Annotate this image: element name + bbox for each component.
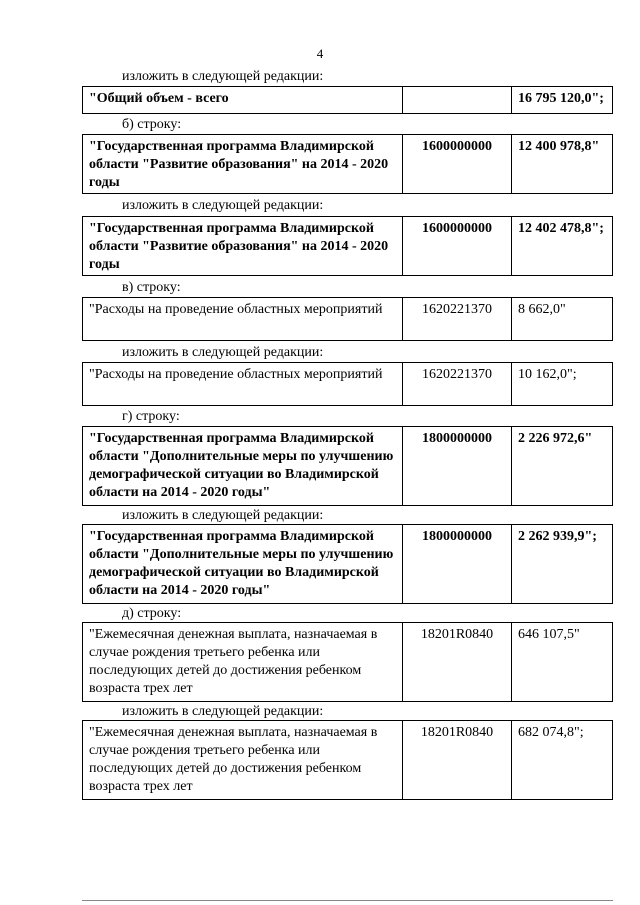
table-row	[82, 297, 613, 341]
caption: б) строку:	[122, 117, 182, 132]
row-name: "Расходы на проведение областных мероприятий	[83, 363, 403, 405]
page-edge-divider	[82, 900, 613, 901]
row-code: 1600000000	[403, 217, 512, 275]
caption: д) строку:	[122, 606, 182, 621]
row-name: "Государственная программа Владимирской области "Развитие образования" на 2014 - 2020 годы	[83, 135, 403, 193]
table-row	[82, 524, 613, 604]
row-amount: 8 662,0"	[518, 302, 566, 317]
table-row	[82, 622, 613, 702]
row-amount: 682 074,8";	[518, 725, 584, 740]
row-amount: 10 162,0";	[518, 367, 577, 382]
row-code: 1620221370	[403, 298, 512, 340]
row-code: 1600000000	[403, 135, 512, 193]
caption: изложить в следующей редакции:	[122, 345, 324, 360]
caption: изложить в следующей редакции:	[122, 69, 324, 84]
row-amount: 16 795 120,0";	[518, 91, 604, 106]
row-name: "Расходы на проведение областных мероприятий	[83, 298, 403, 340]
row-code: 1800000000	[403, 427, 512, 505]
row-amount: 12 402 478,8";	[518, 221, 604, 236]
row-code: 18201R0840	[403, 721, 512, 799]
page-number: 4	[316, 46, 324, 61]
row-code: 18201R0840	[403, 623, 512, 701]
row-code: 1800000000	[403, 525, 512, 603]
table-row	[82, 86, 613, 114]
row-amount: 12 400 978,8"	[518, 139, 600, 154]
caption: изложить в следующей редакции:	[122, 508, 324, 523]
row-amount: 2 226 972,6"	[518, 431, 593, 446]
caption: г) строку:	[122, 409, 180, 424]
row-name: "Государственная программа Владимирской области "Дополнительные меры по улучшению демографической ситуации во Владимирской области на 2014 - 2020 годы"	[83, 525, 403, 603]
caption: изложить в следующей редакции:	[122, 704, 324, 719]
row-code	[403, 87, 512, 113]
row-amount: 646 107,5"	[518, 627, 580, 642]
row-amount: 2 262 939,9";	[518, 529, 597, 544]
row-name: "Государственная программа Владимирской области "Дополнительные меры по улучшению демографической ситуации во Владимирской области на 2014 - 2020 годы"	[83, 427, 403, 505]
caption: изложить в следующей редакции:	[122, 198, 324, 213]
row-code: 1620221370	[403, 363, 512, 405]
caption: в) строку:	[122, 280, 181, 295]
row-name: "Ежемесячная денежная выплата, назначаемая в случае рождения третьего ребенка или последующих детей до достижения ребенком возраста трех лет	[83, 623, 403, 701]
table-row	[82, 426, 613, 506]
table-row	[82, 720, 613, 800]
table-row	[82, 362, 613, 406]
table-row	[82, 134, 613, 194]
row-name: "Общий объем - всего	[83, 87, 403, 113]
row-name: "Ежемесячная денежная выплата, назначаемая в случае рождения третьего ребенка или последующих детей до достижения ребенком возраста трех лет	[83, 721, 403, 799]
row-name: "Государственная программа Владимирской области "Развитие образования" на 2014 - 2020 годы	[83, 217, 403, 275]
table-row	[82, 216, 613, 276]
